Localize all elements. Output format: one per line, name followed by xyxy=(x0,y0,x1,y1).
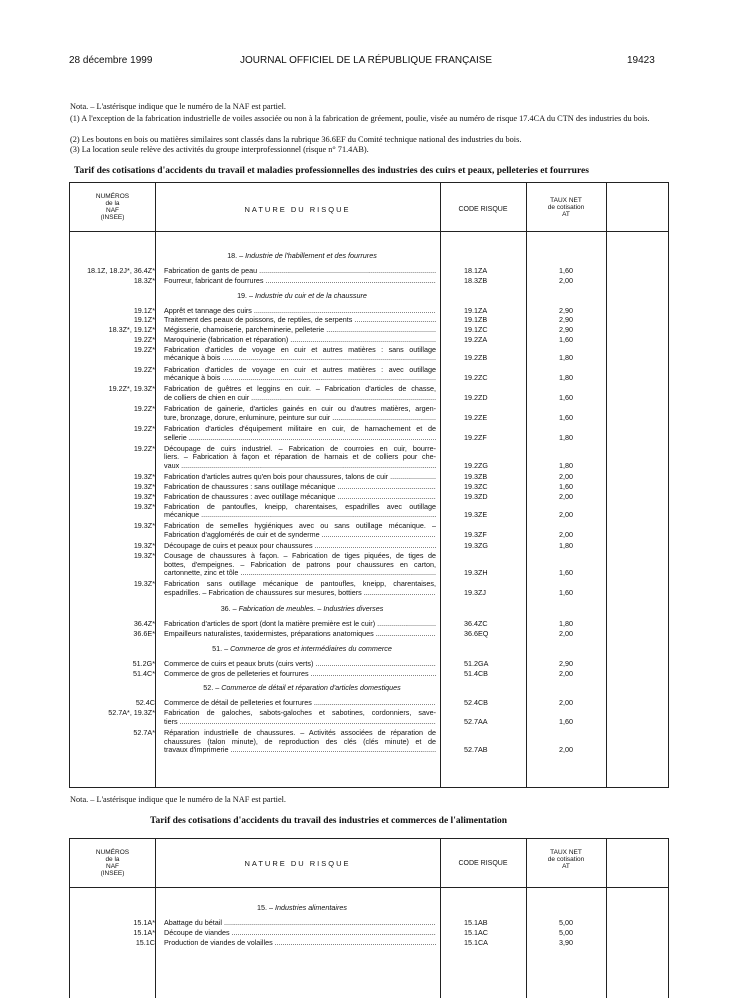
naf-code: 15.1A* xyxy=(133,927,155,937)
naf-code: 19.2Z* xyxy=(133,443,155,453)
risk-nature: Fabrication d'articles de voyage en cuir et autres matières : avec outillage mécanique à bois ..... xyxy=(164,366,436,383)
risk-nature: Découpe de viandes ..... xyxy=(164,929,436,938)
naf-code: 52.7A*, 19.3Z* xyxy=(108,708,155,718)
risk-code: 19.1ZB xyxy=(464,315,488,325)
header-code: CODE RISQUE xyxy=(458,206,508,213)
rate-value: 3,90 xyxy=(559,937,573,947)
naf-code: 19.3Z* xyxy=(133,579,155,589)
risk-nature: Fabrication de pantoufles, kneipp, charentaises, espadrilles avec outillage mécanique ..... xyxy=(164,503,436,520)
risk-code: 19.3ZD xyxy=(464,491,488,501)
rate-value: 1,60 xyxy=(559,587,573,597)
header-code: CODE RISQUE xyxy=(458,860,508,867)
risk-code: 19.3ZB xyxy=(464,472,488,482)
header-naf: NUMÉROS de la NAF (INSEE) xyxy=(95,193,130,221)
risk-nature: Traitement des peaux de poissons, de reptiles, de serpents ..... xyxy=(164,316,436,325)
naf-code: 18.3Z* xyxy=(133,275,155,285)
page-number: 19423 xyxy=(627,55,655,66)
naf-code: 18.3Z*, 19.1Z* xyxy=(108,325,155,335)
risk-code: 36.6EQ xyxy=(464,629,489,638)
risk-nature: Maroquinerie (fabrication et réparation) ..... xyxy=(164,336,436,345)
risk-code: 52.4CB xyxy=(464,698,488,708)
rate-value: 1,80 xyxy=(559,373,573,383)
header-nature: NATURE DU RISQUE xyxy=(244,205,351,214)
risk-code: 19.2ZG xyxy=(464,460,488,470)
naf-code: 19.3Z* xyxy=(133,491,155,501)
rate-value: 2,90 xyxy=(559,325,573,335)
risk-nature: Fabrication d'articles autres qu'en bois pour chaussures, talons de cuir ..... xyxy=(164,473,436,482)
risk-code: 19.3ZF xyxy=(464,529,487,539)
rate-value: 2,00 xyxy=(559,668,573,678)
naf-code: 19.3Z* xyxy=(133,501,155,511)
rate-value: 2,00 xyxy=(559,491,573,501)
naf-code: 19.3Z* xyxy=(133,472,155,482)
note-asterisk: Nota. – L'astérisque indique que le numéro de la NAF est partiel. xyxy=(70,102,287,111)
rate-value: 1,80 xyxy=(559,460,573,470)
naf-code: 15.1A* xyxy=(133,918,155,927)
risk-code: 36.4ZC xyxy=(464,619,488,629)
naf-code: 19.3Z* xyxy=(133,482,155,491)
risk-code: 15.1CA xyxy=(464,937,488,947)
naf-code: 51.2G* xyxy=(132,658,155,668)
rate-value: 2,90 xyxy=(559,658,573,668)
risk-nature: Fabrication d'articles de sport (dont la matière première est le cuir) ..... xyxy=(164,620,436,629)
risk-nature: Fabrication de gants de peau ..... xyxy=(164,267,436,276)
naf-code: 36.4Z* xyxy=(133,619,155,629)
section-title: 18. – Industrie de l'habillement et des fourrures xyxy=(227,251,377,260)
risk-code: 19.1ZA xyxy=(464,305,488,315)
rate-value: 2,00 xyxy=(559,529,573,539)
risk-code: 52.7AB xyxy=(464,745,488,755)
header-naf: NUMÉROS de la NAF (INSEE) xyxy=(95,849,130,877)
risk-nature: Fabrication de guêtres et leggins en cuir. – Fabrication d'articles de chasse, de colliers de chien en cuir ..... xyxy=(164,385,436,402)
risk-nature: Découpage de cuirs et peaux pour chaussures ..... xyxy=(164,542,436,551)
naf-code: 19.2Z* xyxy=(133,344,155,354)
risk-nature: Empailleurs naturalistes, taxidermistes, préparations anatomiques ..... xyxy=(164,630,436,639)
rate-value: 1,60 xyxy=(559,716,573,726)
risk-nature: Cousage de chaussures à façon. – Fabrication de tiges piquées, de tiges de bottes, d'empeignes. – Fabrication de patrons pour chaussures en carton, cartonnette, zinc et tôle ..... xyxy=(164,552,436,578)
risk-nature: Fabrication de semelles hygiéniques avec ou sans outillage mécanique. – Fabrication d'agglomérés de cuir et de synderme ..... xyxy=(164,522,436,539)
naf-code: 19.2Z*, 19.3Z* xyxy=(108,384,155,394)
risk-code: 19.2ZC xyxy=(464,373,488,383)
risk-code: 19.1ZC xyxy=(464,325,488,335)
rate-value: 1,60 xyxy=(559,412,573,422)
risk-nature: Commerce de gros de pelleteries et fourrures ..... xyxy=(164,670,436,679)
risk-code: 19.2ZD xyxy=(464,392,488,402)
risk-nature: Mégisserie, chamoiserie, parcheminerie, pelleterie ..... xyxy=(164,326,436,335)
section-title: 51. – Commerce de gros et intermédiaires du commerce xyxy=(212,643,392,653)
naf-code: 19.3Z* xyxy=(133,551,155,560)
naf-code: 19.1Z* xyxy=(133,315,155,325)
header-taux: TAUX NET de cotisation AT xyxy=(547,849,585,870)
risk-code: 15.1AC xyxy=(464,927,488,937)
rate-value: 2,90 xyxy=(559,315,573,325)
section-title: 19. – Industrie du cuir et de la chaussure xyxy=(237,290,367,300)
naf-code: 19.2Z* xyxy=(133,424,155,433)
risk-code: 18.1ZA xyxy=(464,266,488,275)
naf-code: 52.4C xyxy=(135,698,155,708)
rate-value: 1,60 xyxy=(559,482,573,491)
risk-nature: Fabrication de chaussures : sans outillage mécanique ..... xyxy=(164,483,436,492)
naf-code: 19.3Z* xyxy=(133,541,155,551)
naf-code: 19.2Z* xyxy=(133,335,155,344)
section-title: 15. – Industries alimentaires xyxy=(257,903,347,912)
risk-code: 19.3ZH xyxy=(464,568,488,578)
naf-code: 18.1Z, 18.2J*, 36.4Z* xyxy=(87,266,155,275)
header-taux: TAUX NET de cotisation AT xyxy=(547,197,585,218)
rate-value: 1,80 xyxy=(559,619,573,629)
risk-code: 51.4CB xyxy=(464,668,488,678)
header-nature: NATURE DU RISQUE xyxy=(244,859,351,868)
risk-code: 19.2ZE xyxy=(464,412,488,422)
rate-value: 2,00 xyxy=(559,629,573,638)
rate-value: 1,60 xyxy=(559,568,573,578)
risk-nature: Fabrication sans outillage mécanique de pantoufles, kneipp, charentaises, espadrilles. – Fabrication de chaussures sur mesures, bottiers ..... xyxy=(164,580,436,597)
risk-code: 19.2ZA xyxy=(464,335,488,344)
risk-nature: Fabrication d'articles d'équipement militaire en cuir, de harnachement et de sellerie ..... xyxy=(164,425,436,442)
note-3: (3) La location seule relève des activités du groupe interprofessionnel (risque n° 71.4AB). xyxy=(70,145,369,154)
table2 xyxy=(69,838,669,998)
naf-code: 36.6E* xyxy=(133,629,155,638)
journal-title: JOURNAL OFFICIEL DE LA RÉPUBLIQUE FRANÇAISE xyxy=(240,55,493,66)
risk-code: 51.2GA xyxy=(464,658,489,668)
naf-code: 52.7A* xyxy=(133,728,155,737)
risk-nature: Abattage du bétail ..... xyxy=(164,919,436,928)
risk-code: 18.3ZB xyxy=(464,275,488,285)
risk-code: 15.1AB xyxy=(464,918,488,927)
table2-title: Tarif des cotisations d'accidents du travail des industries et commerces de l'alimentation xyxy=(150,816,508,826)
risk-nature: Fourreur, fabricant de fourrures ..... xyxy=(164,277,436,286)
risk-code: 19.3ZE xyxy=(464,510,488,520)
rate-value: 1,80 xyxy=(559,353,573,363)
risk-code: 52.7AA xyxy=(464,716,488,726)
naf-code: 19.1Z* xyxy=(133,305,155,315)
naf-code: 51.4C* xyxy=(133,668,155,678)
risk-nature: Commerce de détail de pelleteries et fourrures ..... xyxy=(164,699,436,708)
note-2: (2) Les boutons en bois ou matières similaires sont classés dans la rubrique 36.6EF du Comité technique national des industries du bois. xyxy=(70,135,522,144)
risk-nature: Fabrication de gainerie, d'articles gainés en cuir ou d'autres matières, argen- ture, bronzage, dorure, enluminure, peinture sur cuir ..... xyxy=(164,405,436,422)
section-title: 36. – Fabrication de meubles. – Industries diverses xyxy=(220,604,384,614)
rate-value: 1,60 xyxy=(559,335,573,344)
rate-value: 1,60 xyxy=(559,266,573,275)
risk-nature: Fabrication de galoches, sabots-galoches et sabotines, cordonniers, save- tiers ..... xyxy=(164,709,436,726)
risk-nature: Réparation industrielle de chaussures. – Activités associées de réparation de chaussures (talon minute), de reproduction des clés (clés minute) et de travaux d'imprimerie ..... xyxy=(164,729,436,755)
rate-value: 5,00 xyxy=(559,918,573,927)
section-title: 52. – Commerce de détail et réparation d'articles domestiques xyxy=(203,683,401,693)
risk-code: 19.3ZJ xyxy=(464,587,486,597)
rate-value: 2,00 xyxy=(559,745,573,755)
page-date: 28 décembre 1999 xyxy=(69,55,153,66)
rate-value: 2,00 xyxy=(559,472,573,482)
naf-code: 15.1C xyxy=(135,937,155,947)
risk-code: 19.2ZB xyxy=(464,353,488,363)
rate-value: 2,00 xyxy=(559,698,573,708)
risk-nature: Apprêt et tannage des cuirs ..... xyxy=(164,307,436,316)
risk-nature: Découpage de cuirs industriel. – Fabrication de courroies en cuir, bourre- liers. – Fabrication à façon et réparation de harnais et de colliers pour che- vaux ..... xyxy=(164,445,436,471)
rate-value: 2,90 xyxy=(559,305,573,315)
note-1: (1) A l'exception de la fabrication industrielle de voiles associée ou non à la fabrication de gréement, poulie, visée au numéro de risque 17.4CA du CTN des industries du bois. xyxy=(70,114,650,123)
rate-value: 1,80 xyxy=(559,432,573,442)
rate-value: 1,60 xyxy=(559,392,573,402)
rate-value: 2,00 xyxy=(559,510,573,520)
naf-code: 19.2Z* xyxy=(133,364,155,374)
table1-title: Tarif des cotisations d'accidents du travail et maladies professionnelles des industries des cuirs et peaux, pelleteries et fourrures xyxy=(74,166,589,176)
table1 xyxy=(69,182,669,788)
risk-nature: Fabrication de chaussures : avec outillage mécanique ..... xyxy=(164,493,436,502)
risk-nature: Production de viandes de volailles ..... xyxy=(164,939,436,948)
naf-code: 19.3Z* xyxy=(133,521,155,531)
risk-nature: Commerce de cuirs et peaux bruts (cuirs verts) ..... xyxy=(164,660,436,669)
risk-code: 19.3ZC xyxy=(464,482,488,491)
risk-nature: Fabrication d'articles de voyage en cuir et autres matières : sans outillage mécanique à bois ..... xyxy=(164,346,436,363)
risk-code: 19.3ZG xyxy=(464,541,488,551)
rate-value: 2,00 xyxy=(559,275,573,285)
note-mid: Nota. – L'astérisque indique que le numéro de la NAF est partiel. xyxy=(70,795,287,804)
naf-code: 19.2Z* xyxy=(133,404,155,414)
risk-code: 19.2ZF xyxy=(464,432,487,442)
rate-value: 5,00 xyxy=(559,927,573,937)
rate-value: 1,80 xyxy=(559,541,573,551)
